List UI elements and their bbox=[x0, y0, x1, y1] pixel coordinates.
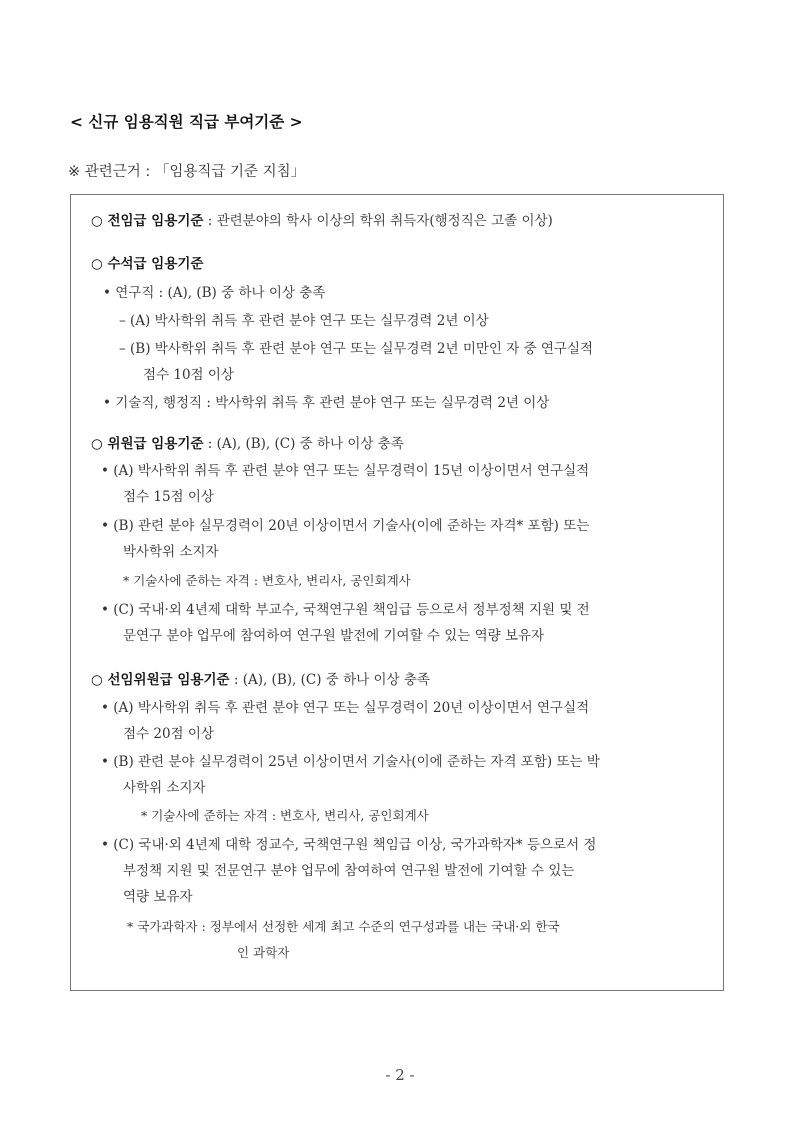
senior-fellow-footnote-scientist: * 국가과학자 : 정부에서 선정한 세계 최고 수준의 연구성과를 내는 국내·외 한국 bbox=[127, 919, 560, 934]
criteria-box bbox=[70, 194, 724, 991]
section-junior-heading: ○ 전임급 임용기준 bbox=[91, 213, 204, 229]
senior-fellow-line-c-cont1: 부정책 지원 및 전문연구 분야 업무에 참여하여 연구원 발전에 기여할 수 있는 bbox=[123, 863, 575, 879]
senior-line-b-cont: 점수 10점 이상 bbox=[143, 367, 234, 383]
senior-line-tech-admin: • 기술직, 행정직 : 박사학위 취득 후 관련 분야 연구 또는 실무경력 2년 이상 bbox=[103, 395, 550, 411]
section-senior-fellow-text: : (A), (B), (C) 중 하나 이상 충족 bbox=[229, 672, 430, 688]
fellow-line-b-cont: 박사학위 소지자 bbox=[123, 544, 219, 560]
senior-fellow-line-b-cont: 사학위 소지자 bbox=[123, 780, 206, 796]
section-senior-criteria bbox=[91, 258, 203, 272]
page-number: - 2 - bbox=[385, 1066, 415, 1084]
senior-fellow-line-a-cont: 점수 20점 이상 bbox=[123, 726, 214, 742]
section-fellow-heading: ○ 위원급 임용기준 bbox=[91, 436, 204, 452]
section-senior-fellow-criteria bbox=[91, 674, 430, 688]
section-junior-criteria bbox=[91, 215, 553, 229]
senior-fellow-line-c-cont2: 역량 보유자 bbox=[123, 889, 193, 905]
senior-fellow-line-b: • (B) 관련 분야 실무경력이 25년 이상이면서 기술사(이에 준하는 자격 포함) 또는 박 bbox=[101, 754, 600, 770]
senior-line-research: • 연구직 : (A), (B) 중 하나 이상 충족 bbox=[103, 285, 326, 301]
document-title: < 신규 임용직원 직급 부여기준 > bbox=[70, 113, 303, 131]
legal-basis-note: ※ 관련근거 : 「임용직급 기준 지침」 bbox=[68, 164, 306, 180]
senior-line-a: – (A) 박사학위 취득 후 관련 분야 연구 또는 실무경력 2년 이상 bbox=[119, 313, 489, 329]
section-senior-fellow-heading: ○ 선임위원급 임용기준 bbox=[91, 672, 230, 688]
senior-fellow-footnote-engineer: * 기술사에 준하는 자격 : 변호사, 변리사, 공인회계사 bbox=[141, 808, 429, 823]
senior-line-b: – (B) 박사학위 취득 후 관련 분야 연구 또는 실무경력 2년 미만인 자 중 연구실적 bbox=[119, 341, 594, 357]
fellow-line-a-cont: 점수 15점 이상 bbox=[123, 489, 214, 505]
section-senior-heading: ○ 수석급 임용기준 bbox=[91, 256, 204, 272]
fellow-line-c: • (C) 국내·외 4년제 대학 부교수, 국책연구원 책임급 등으로서 정부정책 지원 및 전 bbox=[101, 602, 590, 618]
fellow-footnote: * 기술사에 준하는 자격 : 변호사, 변리사, 공인회계사 bbox=[123, 573, 411, 588]
section-fellow-text: : (A), (B), (C) 중 하나 이상 충족 bbox=[203, 436, 404, 452]
fellow-line-c-cont: 문연구 분야 업무에 참여하여 연구원 발전에 기여할 수 있는 역량 보유자 bbox=[123, 628, 545, 644]
fellow-line-b: • (B) 관련 분야 실무경력이 20년 이상이면서 기술사(이에 준하는 자격* 포함) 또는 bbox=[101, 518, 590, 534]
senior-fellow-footnote-scientist-cont: 인 과학자 bbox=[237, 945, 290, 960]
fellow-line-a: • (A) 박사학위 취득 후 관련 분야 연구 또는 실무경력이 15년 이상이면서 연구실적 bbox=[101, 463, 590, 479]
senior-fellow-line-a: • (A) 박사학위 취득 후 관련 분야 연구 또는 실무경력이 20년 이상이면서 연구실적 bbox=[101, 700, 590, 716]
section-junior-text: : 관련분야의 학사 이상의 학위 취득자(행정직은 고졸 이상) bbox=[203, 213, 553, 229]
section-fellow-criteria bbox=[91, 438, 404, 452]
senior-fellow-line-c: • (C) 국내·외 4년제 대학 정교수, 국책연구원 책임급 이상, 국가과학자* 등으로서 정 bbox=[101, 837, 597, 853]
